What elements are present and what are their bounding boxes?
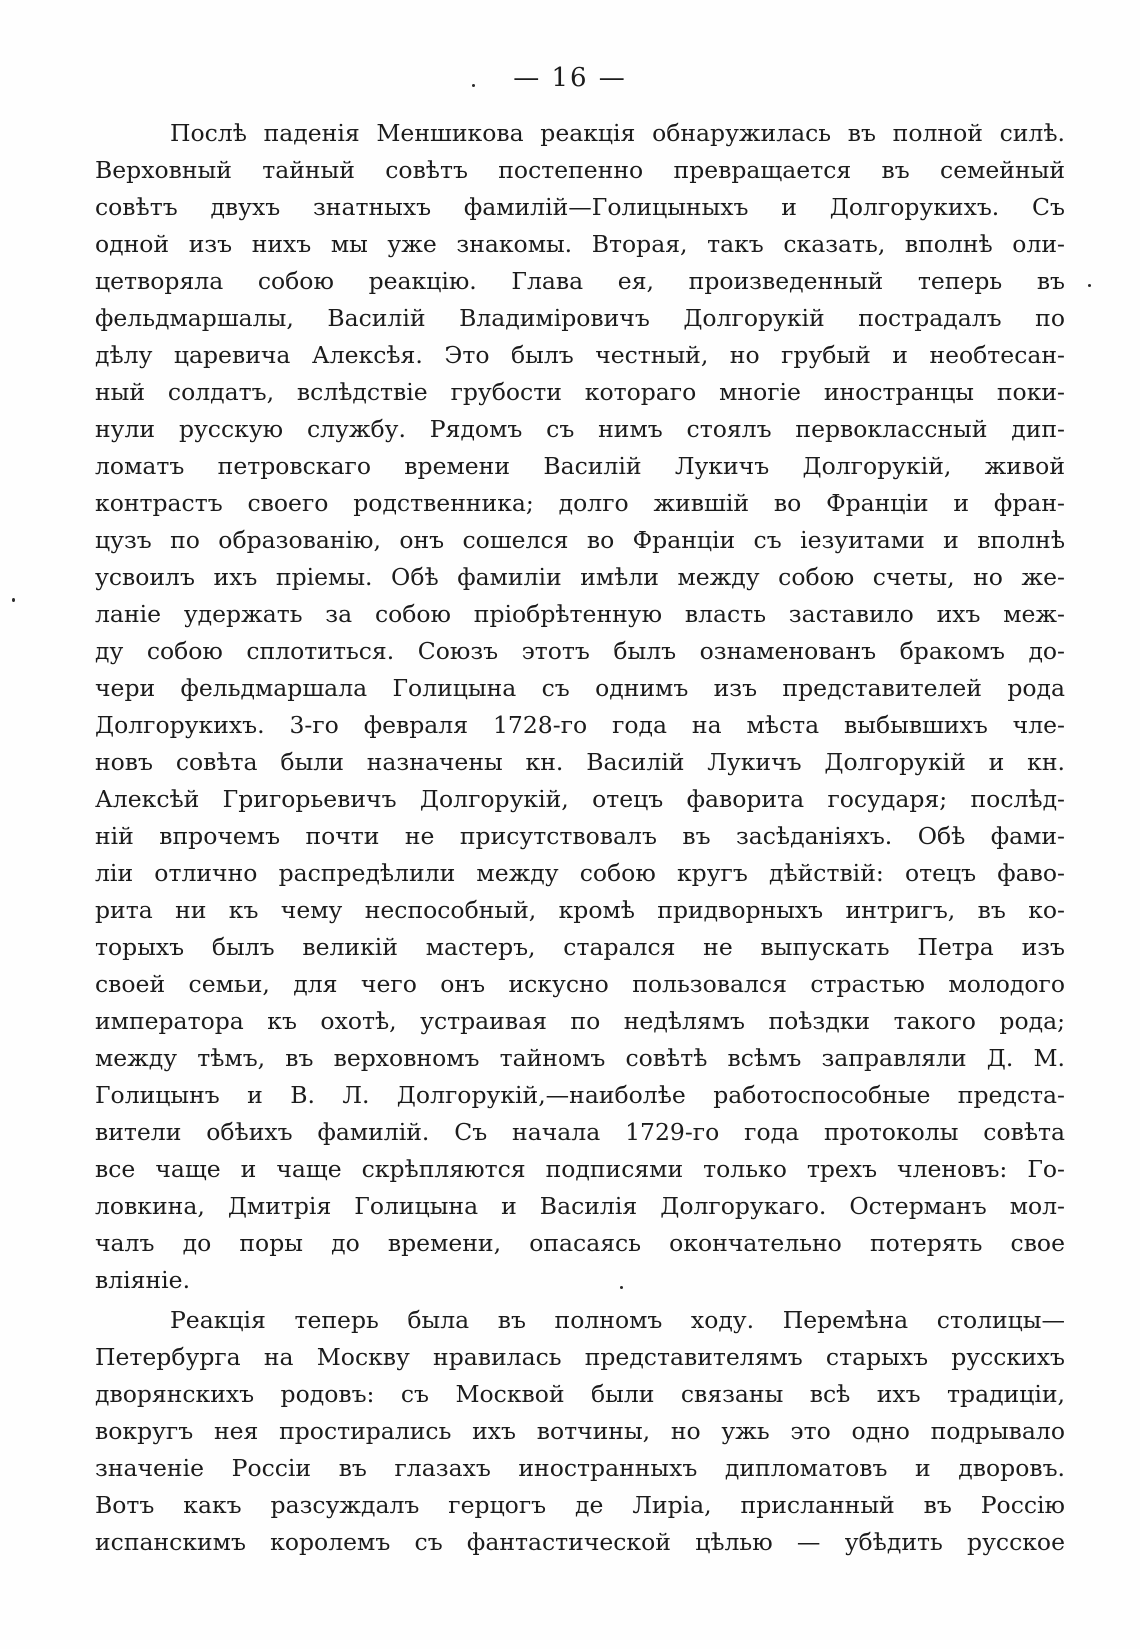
text-line: усвоилъ ихъ пріемы. Обѣ фамиліи имѣли между собою счеты, но же- bbox=[95, 563, 1065, 591]
text-line: все чаще и чаще скрѣпляются подписями только трехъ членовъ: Го- bbox=[95, 1155, 1065, 1183]
text-line: Верховный тайный совѣтъ постепенно превращается въ семейный bbox=[95, 156, 1065, 184]
text-line: ду собою сплотиться. Союзъ этотъ былъ ознаменованъ бракомъ до- bbox=[95, 637, 1065, 665]
text-line: рита ни къ чему неспособный, кромѣ придворныхъ интригъ, въ ко- bbox=[95, 896, 1065, 924]
scan-speck bbox=[12, 598, 15, 602]
text-line: вліяніе. bbox=[95, 1266, 191, 1294]
text-line: совѣтъ двухъ знатныхъ фамилій—Голицыныхъ и Долгорукихъ. Съ bbox=[95, 193, 1065, 221]
text-line: Петербурга на Москву нравилась представителямъ старыхъ русскихъ bbox=[95, 1343, 1065, 1371]
text-line: цетворяла собою реакцію. Глава ея, произведенный теперь въ bbox=[95, 267, 1065, 295]
text-line: Послѣ паденія Меншикова реакція обнаружилась въ полной силѣ. bbox=[170, 119, 1065, 147]
text-line: нули русскую службу. Рядомъ съ нимъ стоялъ первоклассный дип- bbox=[95, 415, 1065, 443]
text-line: дворянскихъ родовъ: съ Москвой были связаны всѣ ихъ традиціи, bbox=[95, 1380, 1065, 1408]
text-line: дѣлу царевича Алексѣя. Это былъ честный, но грубый и необтесан- bbox=[95, 341, 1065, 369]
text-line: вители обѣихъ фамилій. Съ начала 1729-го года протоколы совѣта bbox=[95, 1118, 1065, 1146]
paragraph bbox=[95, 115, 1065, 1299]
text-line: фельдмаршалы, Василій Владиміровичъ Долгорукій пострадалъ по bbox=[95, 304, 1065, 332]
text-line: контрастъ своего родственника; долго жившій во Франціи и фран- bbox=[95, 489, 1065, 517]
text-line: ловкина, Дмитрія Голицына и Василія Долгорукаго. Остерманъ мол- bbox=[95, 1192, 1065, 1220]
text-line: значеніе Россіи въ глазахъ иностранныхъ дипломатовъ и дворовъ. bbox=[95, 1454, 1065, 1482]
text-line: Голицынъ и В. Л. Долгорукій,—наиболѣе работоспособные предста- bbox=[95, 1081, 1065, 1109]
text-line: Реакція теперь была въ полномъ ходу. Перемѣна столицы— bbox=[170, 1306, 1065, 1334]
scan-speck bbox=[1088, 284, 1091, 287]
text-line: между тѣмъ, въ верховномъ тайномъ совѣтѣ всѣмъ заправляли Д. М. bbox=[95, 1044, 1065, 1072]
text-line: ліи отлично распредѣлили между собою кругъ дѣйствій: отецъ фаво- bbox=[95, 859, 1065, 887]
text-line: чалъ до поры до времени, опасаясь окончательно потерять свое bbox=[95, 1229, 1065, 1257]
text-line: чери фельдмаршала Голицына съ однимъ изъ представителей рода bbox=[95, 674, 1065, 702]
text-line: Вотъ какъ разсуждалъ герцогъ де Лиріа, присланный въ Россію bbox=[95, 1491, 1065, 1519]
text-line: новъ совѣта были назначены кн. Василій Лукичъ Долгорукій и кн. bbox=[95, 748, 1065, 776]
paragraph bbox=[95, 1302, 1065, 1561]
text-line: Алексѣй Григорьевичъ Долгорукій, отецъ фаворита государя; послѣд- bbox=[95, 785, 1065, 813]
text-line: ный солдатъ, вслѣдствіе грубости котораго многіе иностранцы поки- bbox=[95, 378, 1065, 406]
scan-speck bbox=[620, 1286, 623, 1289]
scan-speck bbox=[472, 84, 475, 87]
text-line: императора къ охотѣ, устраивая по недѣлямъ поѣздки такого рода; bbox=[95, 1007, 1065, 1035]
text-line: ланіе удержать за собою пріобрѣтенную власть заставило ихъ меж- bbox=[95, 600, 1065, 628]
text-line: цузъ по образованію, онъ сошелся во Франціи съ іезуитами и вполнѣ bbox=[95, 526, 1065, 554]
text-line: торыхъ былъ великій мастеръ, старался не выпускать Петра изъ bbox=[95, 933, 1065, 961]
text-line: одной изъ нихъ мы уже знакомы. Вторая, такъ сказать, вполнѣ оли- bbox=[95, 230, 1065, 258]
text-line: испанскимъ королемъ съ фантастической цѣлью — убѣдить русское bbox=[95, 1528, 1065, 1556]
text-line: своей семьи, для чего онъ искусно пользовался страстью молодого bbox=[95, 970, 1065, 998]
text-line: вокругъ нея простирались ихъ вотчины, но ужь это одно подрывало bbox=[95, 1417, 1065, 1445]
page-number: — 16 — bbox=[513, 63, 627, 93]
text-line: ломатъ петровскаго времени Василій Лукичъ Долгорукій, живой bbox=[95, 452, 1065, 480]
text-line: Долгорукихъ. 3-го февраля 1728-го года на мѣста выбывшихъ чле- bbox=[95, 711, 1065, 739]
text-line: ній впрочемъ почти не присутствовалъ въ засѣданіяхъ. Обѣ фами- bbox=[95, 822, 1065, 850]
